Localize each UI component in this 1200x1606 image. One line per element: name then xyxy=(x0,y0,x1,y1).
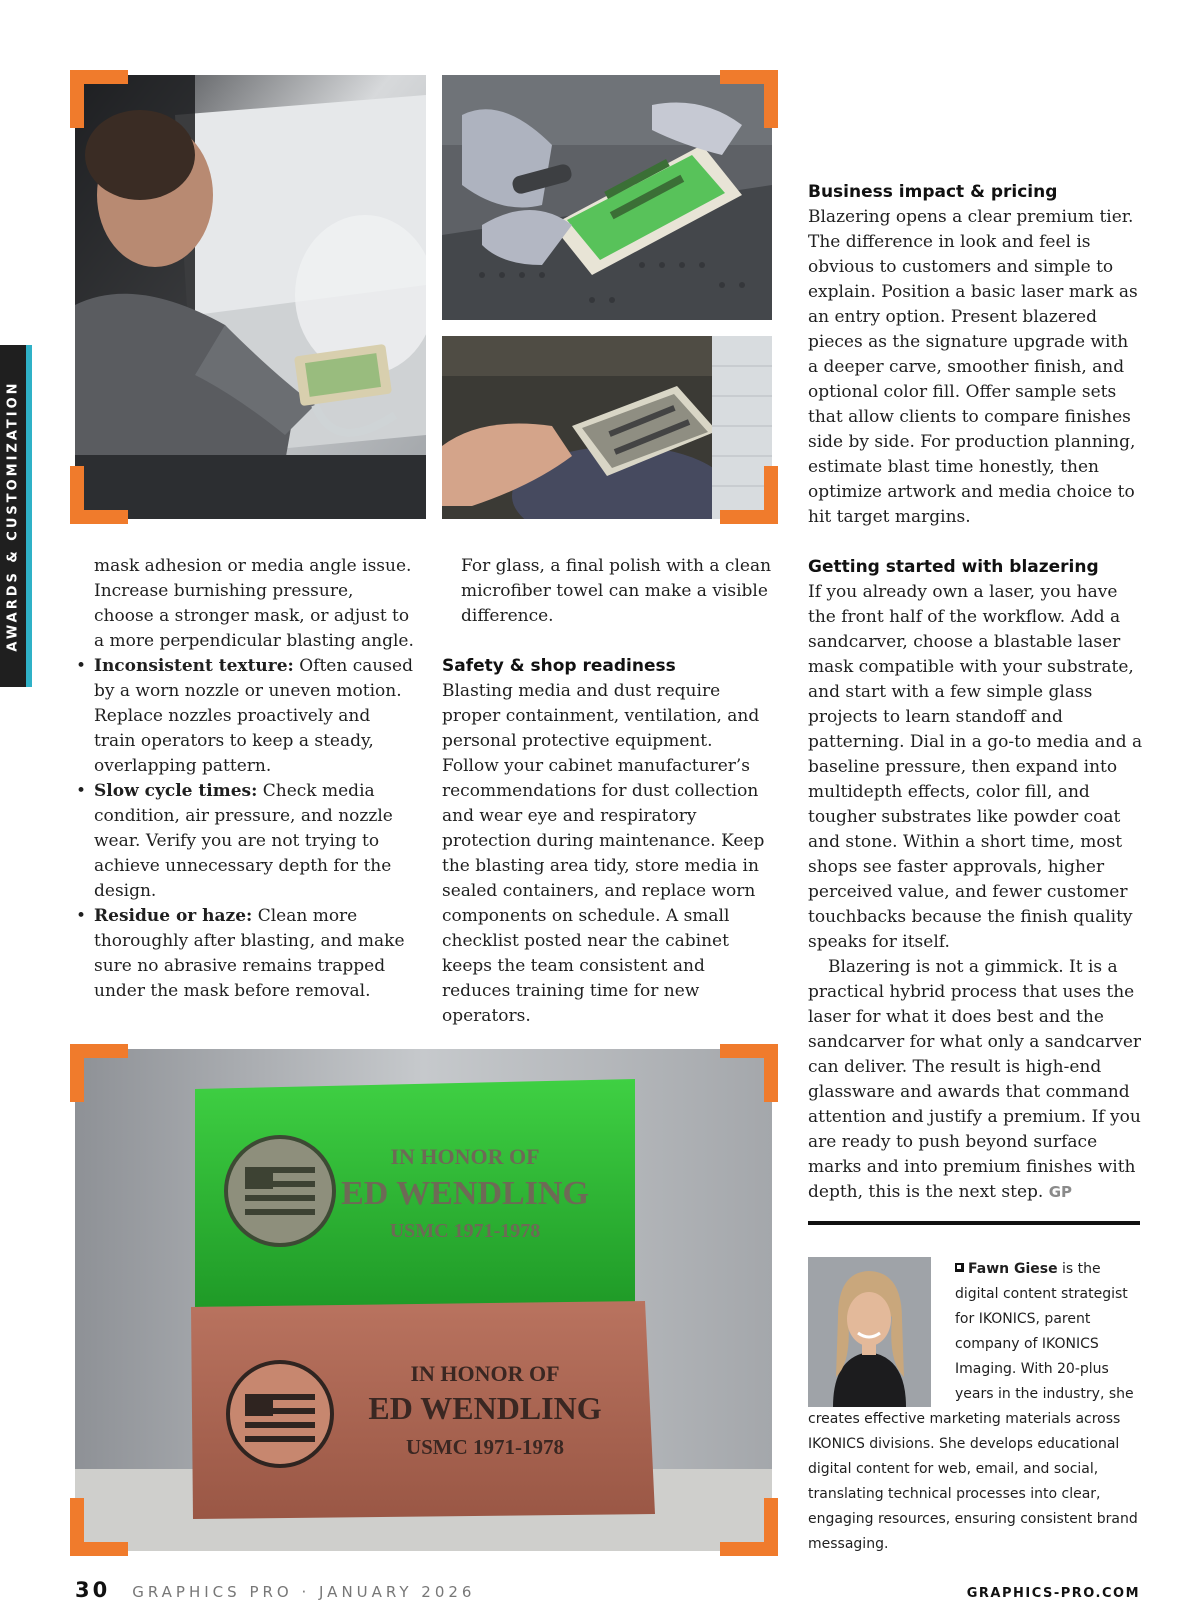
author-square-icon xyxy=(955,1263,964,1272)
top-brick-line-1: IN HONOR OF xyxy=(390,1144,540,1169)
bullet-text: Clean more thoroughly after blasting, and make sure no abrasive remains trapped under the mask before removal. xyxy=(94,906,405,1001)
safety-body: Blasting media and dust require proper containment, ventilation, and personal protective equipment. Follow your cabinet manufacturer’s recommendations for dust collection and wear eye and respiratory protection during maintenance. Keep the blasting area tidy, store media in sealed containers, and replace worn components on schedule. A small checklist posted near the cabinet keeps the team consistent and reduces training time for new operators. xyxy=(442,681,765,1026)
bullet-text: Often caused by a worn nozzle or uneven motion. Replace nozzles proactively and train operators to keep a steady, overlapping pattern. xyxy=(94,656,413,776)
publication-line: GRAPHICS PRO · JANUARY 2026 xyxy=(132,1583,476,1601)
photo-frame-corner xyxy=(720,466,778,524)
column-3 xyxy=(808,180,1143,1205)
bullet-inconsistent-texture xyxy=(76,654,416,779)
photo-operator-cabinet xyxy=(75,75,426,519)
photo-frame-corner xyxy=(70,466,128,524)
photo-memorial-bricks xyxy=(75,1049,772,1551)
photo-frame-corner xyxy=(70,1498,128,1556)
safety-heading: Safety & shop readiness xyxy=(442,656,676,676)
photo-frame-corner xyxy=(70,1044,128,1102)
photo-frame-corner xyxy=(720,1044,778,1102)
page-number: 30 xyxy=(75,1578,111,1602)
glass-polish-text: For glass, a final polish with a clean microfiber towel can make a visible difference. xyxy=(461,556,772,626)
author-bio xyxy=(808,1257,1140,1557)
getting-started-body: If you already own a laser, you have the front half of the workflow. Add a sandcarver, choose a blastable laser mask compatible with your substrate, and start with a few simple glass projects to learn standoff and patterning. Dial in a go-to media and a baseline pressure, then expand into multidepth effects, color fill, and tougher substrates like powder coat and stone. Within a short time, most shops see faster approvals, higher perceived value, and fewer customer touchbacks because the finish quality speaks for itself. xyxy=(808,582,1143,952)
section-tab-label: AWARDS & CUSTOMIZATION xyxy=(5,380,21,652)
troubleshooting-intro: mask adhesion or media angle issue. Increase burnishing pressure, choose a stronger mask, or adjust to a more perpendicular blasting angle. xyxy=(94,556,414,651)
end-mark: GP xyxy=(1048,1183,1073,1201)
bullet-term: Inconsistent texture: xyxy=(94,656,294,676)
bullet-dot: • xyxy=(76,906,87,926)
bottom-brick-line-2: ED WENDLING xyxy=(368,1390,602,1426)
photo-frame-corner xyxy=(720,70,778,128)
photo-frame-corner xyxy=(720,1498,778,1556)
author-bio-text: is the digital content strategist for IKONICS, parent company of IKONICS Imaging. With 20-plus years in the industry, she creates effective marketing materials across IKONICS divisions. She develops educational digital content for web, email, and social, translating technical processes into clear, engaging resources, ensuring consistent brand messaging. xyxy=(808,1261,1138,1552)
column-1 xyxy=(76,554,416,1004)
bullet-text: Check media condition, air pressure, and nozzle wear. Verify you are not trying to achieve unnecessary depth for the design. xyxy=(94,781,393,901)
business-impact-heading: Business impact & pricing xyxy=(808,182,1058,202)
photo-frame-corner xyxy=(70,70,128,128)
author-name: Fawn Giese xyxy=(968,1261,1058,1277)
business-impact-body: Blazering opens a clear premium tier. The difference in look and feel is obvious to customers and simple to explain. Position a basic laser mark as an entry option. Present blazered pieces as the signature upgrade with a deeper carve, smoother finish, and optional color fill. Offer sample sets that allow clients to compare finishes side by side. For production planning, estimate blast time honestly, then optimize artwork and media choice to hit target margins. xyxy=(808,207,1138,527)
bullet-residue-or-haze xyxy=(76,904,416,1004)
bottom-brick-line-1: IN HONOR OF xyxy=(410,1361,560,1386)
bullet-term: Residue or haze: xyxy=(94,906,253,926)
page-footer xyxy=(75,1578,1140,1602)
section-tab xyxy=(0,345,32,687)
conclusion-paragraph xyxy=(808,955,1143,1205)
top-brick-line-3: USMC 1971-1978 xyxy=(389,1220,541,1242)
bullet-term: Slow cycle times: xyxy=(94,781,258,801)
getting-started-heading: Getting started with blazering xyxy=(808,557,1099,577)
bullet-slow-cycle-times xyxy=(76,779,416,904)
bottom-brick-line-3: USMC 1971-1978 xyxy=(405,1435,565,1459)
author-rule xyxy=(808,1221,1140,1225)
bullet-dot: • xyxy=(76,781,87,801)
column-2 xyxy=(442,554,774,1029)
conclusion-text: Blazering is not a gimmick. It is a practical hybrid process that uses the laser for what it does best and the sandcarver for what only a sandcarver can deliver. The result is high-end glassware and awards that command attention and justify a premium. If you are ready to push beyond surface marks and into premium finishes with depth, this is the next step. xyxy=(808,957,1142,1202)
bullet-dot: • xyxy=(76,656,87,676)
top-brick-line-2: ED WENDLING xyxy=(341,1175,589,1212)
website-url: GRAPHICS-PRO.COM xyxy=(966,1586,1140,1601)
